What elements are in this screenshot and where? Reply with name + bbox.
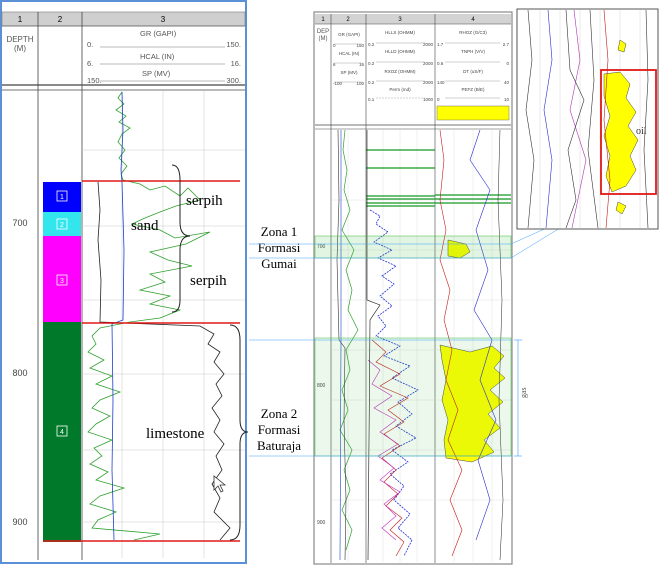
left-header-track2: 2 bbox=[57, 15, 63, 24]
left-header-track3: 3 bbox=[160, 15, 166, 24]
r-t4-c4-max: 10 bbox=[503, 97, 509, 102]
depth-tick-800: 800 bbox=[12, 368, 28, 378]
label-serpih-bottom: serpih bbox=[190, 273, 227, 289]
r-t4-c4-min: 0 bbox=[437, 97, 440, 102]
r-t3-c1-min: 0.2 bbox=[368, 42, 375, 47]
label-serpih-top: serpih bbox=[186, 193, 223, 209]
curve-hcal-min: 6. bbox=[87, 59, 94, 68]
r-t3-c1: HLLS (OHMM) bbox=[385, 30, 415, 35]
curve-gr-min: 0. bbox=[87, 40, 94, 49]
r-t2-c1-min: 0 bbox=[333, 43, 336, 48]
curve-sp-max: 300. bbox=[226, 76, 241, 85]
right-depth-label: DEP bbox=[316, 29, 330, 35]
curve-hcal-name: HCAL (IN) bbox=[140, 52, 175, 61]
zone1-line2: Formasi bbox=[257, 240, 301, 255]
right-header-track1: 1 bbox=[321, 17, 325, 23]
r-t3-c2: HLLD (OHMM) bbox=[385, 49, 415, 54]
lithology-column bbox=[43, 182, 81, 542]
r-t3-c3-min: 0.2 bbox=[368, 80, 375, 85]
r-t4-c3: DT (uS/F) bbox=[463, 69, 483, 74]
inset-panel bbox=[517, 9, 658, 229]
r-t4-c1-min: 1.7 bbox=[437, 42, 444, 47]
right-log-panel bbox=[314, 12, 528, 564]
curve-gr-max: 150. bbox=[226, 40, 241, 49]
r-t2-c2-max: 16 bbox=[358, 62, 364, 67]
r-t4-c2-max: 0 bbox=[506, 61, 509, 66]
r-t2-c3: SP (MV) bbox=[340, 70, 358, 75]
curve-sp-min: 150. bbox=[87, 76, 102, 85]
r-t3-c2-min: 0.2 bbox=[368, 61, 375, 66]
r-t4-c3-min: 140 bbox=[437, 80, 445, 85]
right-header-track4: 4 bbox=[471, 17, 475, 23]
r-t3-c3-max: 2000 bbox=[422, 80, 433, 85]
zone2-line1: Zona 2 bbox=[260, 406, 298, 421]
gas-label: gas bbox=[519, 387, 528, 398]
zone1-line1: Zona 1 bbox=[260, 224, 298, 239]
r-t3-c4: Perm (md) bbox=[389, 87, 411, 92]
pefz-fill-legend bbox=[437, 106, 509, 120]
r-t3-c1-max: 2000 bbox=[422, 42, 433, 47]
left-header-track1: 1 bbox=[17, 15, 23, 24]
r-t2-c3-min: -100 bbox=[333, 81, 343, 86]
depth-tick-700: 700 bbox=[12, 218, 28, 228]
right-depth-unit: (M) bbox=[318, 36, 328, 42]
right-header-track3: 3 bbox=[398, 17, 402, 23]
r-t4-c1-max: 2.7 bbox=[502, 42, 509, 47]
r-depth-800: 800 bbox=[317, 383, 326, 389]
layer-3-num: 3 bbox=[60, 278, 64, 285]
r-t2-c2: HCAL (IN) bbox=[338, 51, 360, 56]
layer-2-num: 2 bbox=[60, 222, 64, 229]
zone1-line3: Gumai bbox=[261, 256, 297, 271]
r-t4-c2: TNPH (V/V) bbox=[461, 49, 485, 54]
zone2-line3: Baturaja bbox=[256, 438, 302, 453]
label-limestone: limestone bbox=[146, 426, 205, 442]
zone2-line2: Formasi bbox=[257, 422, 301, 437]
r-t3-c2-max: 2000 bbox=[422, 61, 433, 66]
curve-gr-name: GR (GAPI) bbox=[140, 29, 177, 38]
r-t2-c2-min: 6 bbox=[333, 62, 336, 67]
oil-label: oil bbox=[636, 126, 647, 137]
depth-label: DEPTH bbox=[6, 35, 34, 44]
curve-hcal-max: 16. bbox=[230, 59, 241, 68]
depth-unit: (M) bbox=[14, 44, 26, 53]
r-depth-700: 700 bbox=[317, 244, 326, 250]
r-t4-c2-min: 0.6 bbox=[437, 61, 444, 66]
curve-sp-name: SP (MV) bbox=[142, 69, 171, 78]
right-header-track2: 2 bbox=[346, 17, 350, 23]
r-t3-c3: RXOZ (OHMM) bbox=[384, 69, 416, 74]
r-t2-c3-max: 100 bbox=[356, 81, 364, 86]
label-sand: sand bbox=[131, 218, 159, 234]
layer-1-num: 1 bbox=[60, 194, 64, 201]
r-t3-c4-min: 0.1 bbox=[368, 97, 375, 102]
layer-4-num: 4 bbox=[60, 429, 64, 436]
r-t2-c1-max: 150 bbox=[356, 43, 364, 48]
r-t2-c1: GR (GAPI) bbox=[338, 32, 360, 37]
r-depth-900: 900 bbox=[317, 520, 326, 526]
depth-tick-900: 900 bbox=[12, 517, 28, 527]
r-t4-c3-max: 40 bbox=[503, 80, 509, 85]
r-t4-c4: PEFZ (B/E) bbox=[461, 87, 485, 92]
r-t4-c1: RHOZ (G/C3) bbox=[459, 30, 487, 35]
r-t3-c4-max: 1000 bbox=[422, 97, 433, 102]
